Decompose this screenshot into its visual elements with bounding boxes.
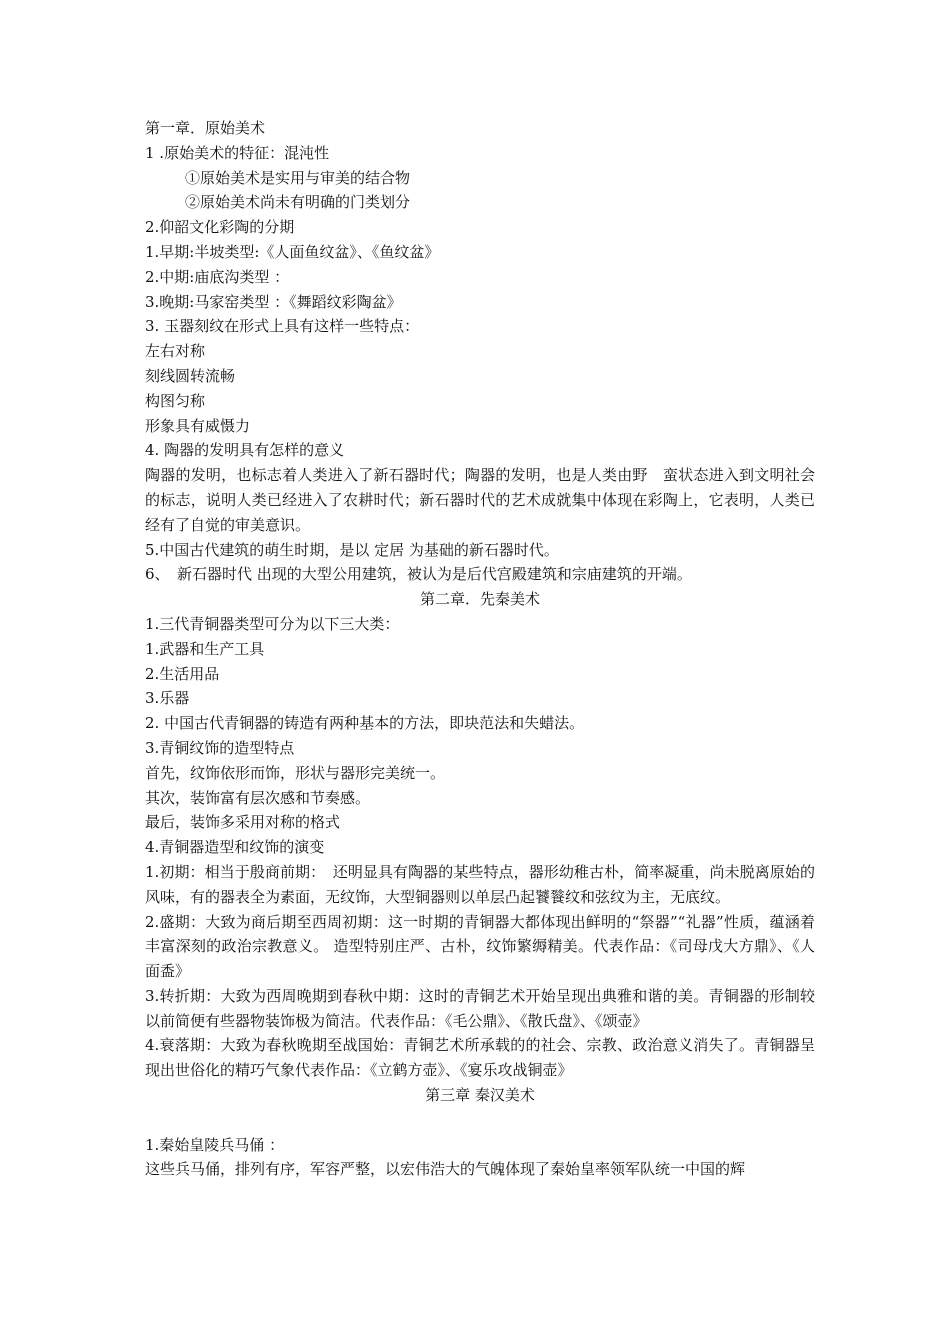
ch2-q4-paragraph: 2.盛期：大致为商后期至西周初期：这一时期的青铜器大都体现出鲜明的“祭器”“礼器”性质，蕴涵着丰富深刻的政治宗教意义。 造型特别庄严、古朴，纹饰繁缛精美。代表作品：《司母戊大方鼎》、《人面盉》 [145, 912, 815, 981]
ch1-q2-item: 2.中期:庙底沟类型 ： [145, 267, 290, 286]
ch2-q4-paragraph: 4.衰落期：大致为春秋晚期至战国始：青铜艺术所承载的的社会、宗教、政治意义消失了。青铜器呈现出世俗化的精巧气象代表作品：《立鹤方壶》、《宴乐攻战铜壶》 [145, 1036, 815, 1080]
chapter-1-title: 第一章．原始美术 [145, 119, 266, 137]
ch1-question-3: 3. 玉器刻纹在形式上具有这样一些特点： [145, 317, 420, 336]
ch1-question-1: 1 .原始美术的特征：混沌性 [145, 143, 330, 162]
ch2-question-4: 4.青铜器造型和纹饰的演变 [145, 838, 325, 857]
blank-line [145, 1108, 815, 1133]
ch1-q4-paragraph: 陶器的发明，也标志着人类进入了新石器时代；陶器的发明，也是人类由野 蛮状态进入到文明社会的标志，说明人类已经进入了农耕时代；新石器时代的艺术成就集中体现在彩陶上，它表明，人类已经有了自觉的审美意识。 [145, 466, 815, 534]
ch2-q1-item: 1.武器和生产工具 [145, 639, 265, 658]
ch1-q3-item: 左右对称 [145, 342, 206, 361]
ch1-q2-item: 3.晚期:马家窑类型 ：《舞蹈纹彩陶盆》 [145, 292, 402, 311]
ch1-q2-item: 1.早期:半坡类型:《人面鱼纹盆》、《鱼纹盆》 [145, 242, 440, 261]
ch2-question-2: 2. 中国古代青铜器的铸造有两种基本的方法，即块范法和失蜡法。 [145, 714, 585, 733]
ch1-q1-item: ②原始美术尚未有明确的门类划分 [185, 193, 411, 212]
ch2-q4-paragraph: 3.转折期：大致为西周晚期到春秋中期：这时的青铜艺术开始呈现出典雅和谐的美。青铜器的形制较以前简便有些器物装饰极为简洁。代表作品：《毛公鼎》、《散氏盘》、《颂壶》 [145, 986, 815, 1030]
ch1-q1-item: ①原始美术是实用与审美的结合物 [185, 168, 411, 187]
ch1-question-2: 2.仰韶文化彩陶的分期 [145, 218, 295, 237]
ch1-q4-answer [145, 463, 815, 537]
ch2-question-3: 3.青铜纹饰的造型特点 [145, 738, 295, 757]
chapter-3-title: 第三章 秦汉美术 [425, 1086, 535, 1105]
ch2-q4-paragraph: 1.初期：相当于殷商前期： 还明显具有陶器的某些特点，器形幼稚古朴，简率凝重，尚未脱离原始的风味，有的器表全为素面，无纹饰，大型铜器则以单层凸起饕餮纹和弦纹为主，无底纹。 [145, 862, 815, 906]
ch2-q1-item: 3.乐器 [145, 689, 190, 708]
ch2-q4-answer [145, 860, 815, 1083]
ch2-q3-item: 首先，纹饰依形而饰，形状与器形完美统一。 [145, 763, 446, 782]
ch2-question-1: 1.三代青铜器类型可分为以下三大类： [145, 614, 400, 633]
ch1-q3-item: 构图匀称 [145, 391, 206, 410]
document-page [145, 116, 815, 1182]
ch2-q3-item: 最后，装饰多采用对称的格式 [145, 813, 341, 832]
chapter-2-title: 第二章．先秦美术 [419, 590, 540, 609]
ch1-question-4: 4. 陶器的发明具有怎样的意义 [145, 441, 345, 460]
ch1-q3-item: 形象具有威慑力 [145, 416, 251, 435]
ch2-q3-item: 其次，装饰富有层次感和节奏感。 [145, 788, 371, 807]
ch1-q3-item: 刻线圆转流畅 [145, 366, 236, 385]
ch2-q1-item: 2.生活用品 [145, 664, 220, 683]
ch3-question-1: 1.秦始皇陵兵马俑 ： [145, 1135, 285, 1154]
ch1-question-5: 5.中国古代建筑的萌生时期，是以 定居 为基础的新石器时代。 [145, 540, 559, 559]
ch1-question-6: 6、 新石器时代 出现的大型公用建筑，被认为是后代宫殿建筑和宗庙建筑的开端。 [145, 565, 692, 584]
ch3-q1-paragraph: 这些兵马俑，排列有序，军容严整，以宏伟浩大的气魄体现了秦始皇率领军队统一中国的辉 [145, 1160, 746, 1179]
